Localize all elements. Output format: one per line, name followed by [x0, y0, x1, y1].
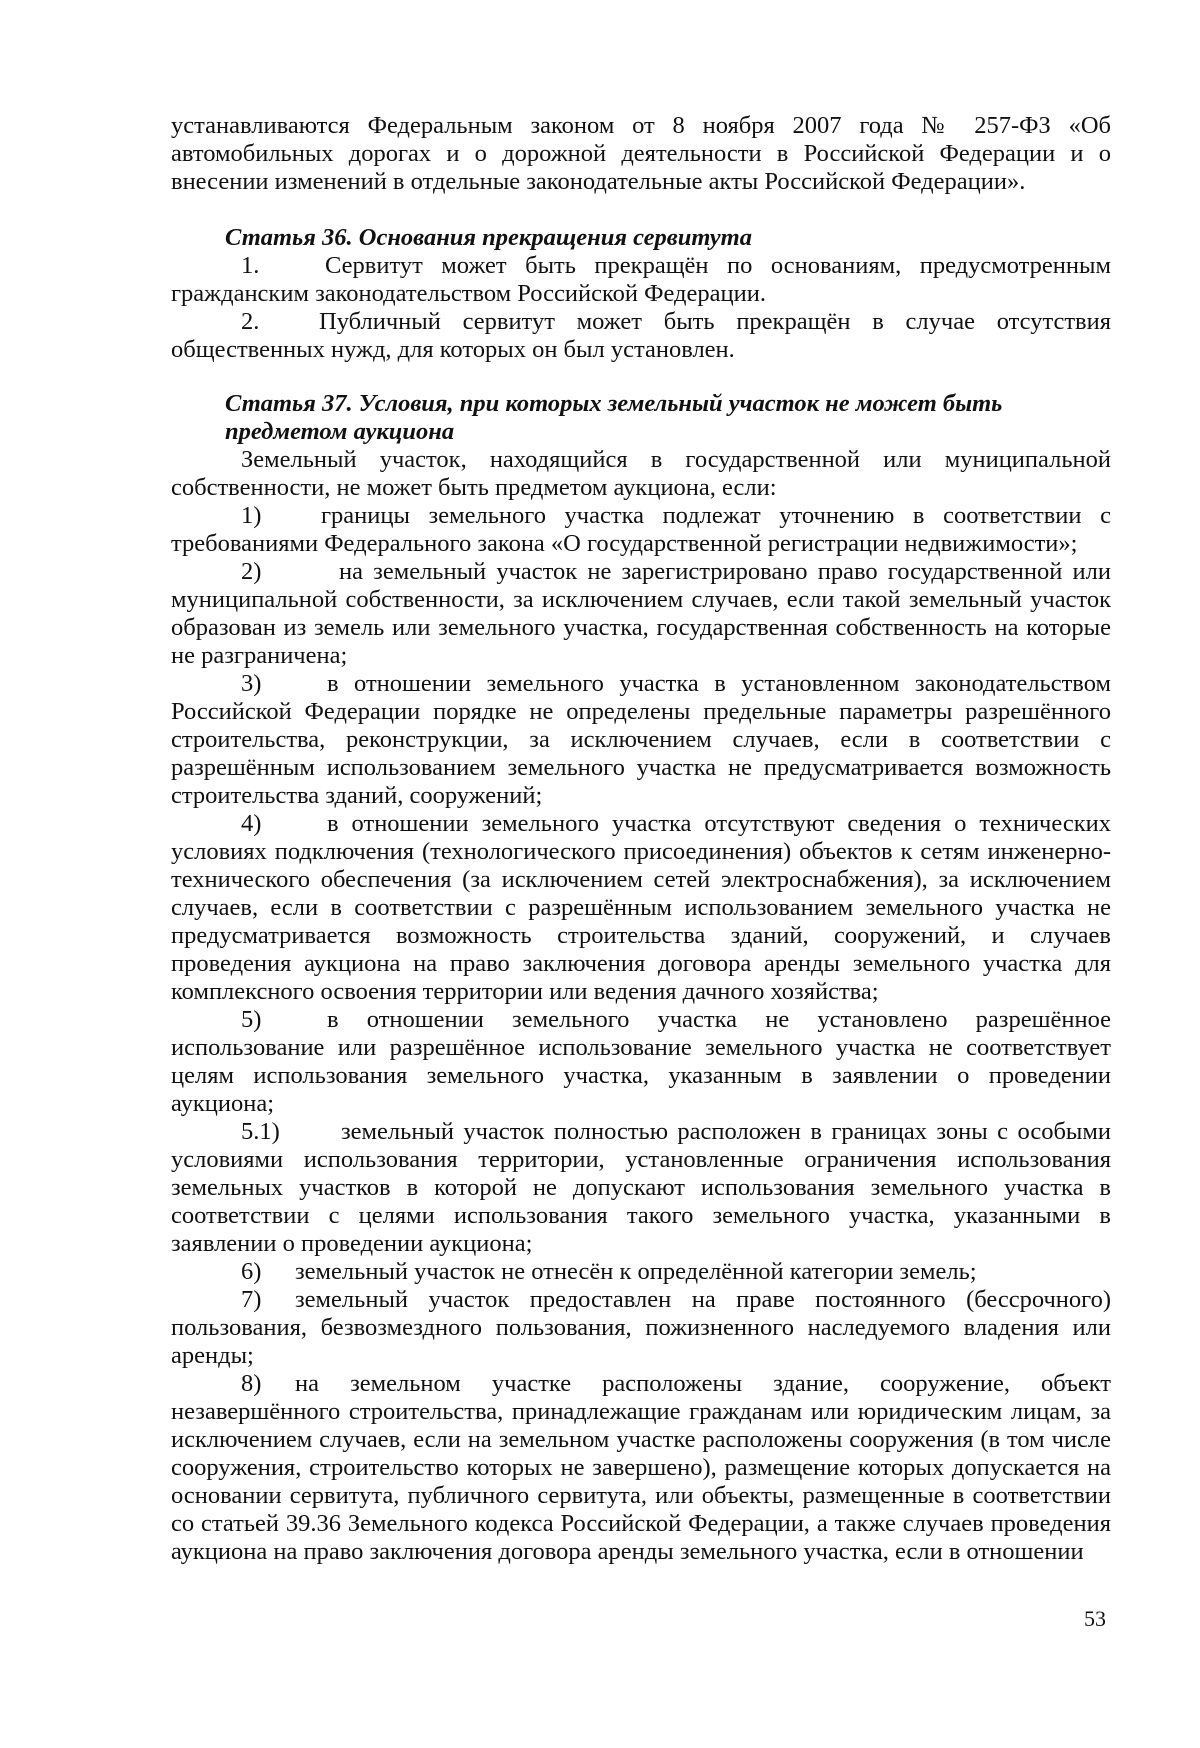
article-37-item [171, 1370, 1111, 1566]
article-37-item [171, 502, 1111, 558]
item-text: земельный участок предоставлен на праве постоянного (бессрочного) пользования, безвозмездного пользования, пожизненного наследуемого владения или аренды; [171, 1286, 1111, 1369]
article-36-item [171, 252, 1111, 308]
item-number: 2. [241, 308, 260, 335]
article-37-item [171, 670, 1111, 810]
item-text: земельный участок не отнесён к определённой категории земель; [295, 1258, 977, 1285]
article-37-item [171, 1118, 1111, 1258]
article-37-lead: Земельный участок, находящийся в государственной или муниципальной собственности, не может быть предметом аукциона, если: [171, 446, 1111, 501]
item-text: Сервитут может быть прекращён по основаниям, предусмотренным гражданским законодательством Российской Федерации. [171, 252, 1111, 307]
item-number: 6) [241, 1258, 262, 1285]
item-number: 3) [241, 670, 262, 697]
item-number: 8) [241, 1370, 262, 1397]
item-number: 1) [241, 502, 262, 529]
item-text: земельный участок полностью расположен в границах зоны с особыми условиями использования территории, установленные ограничения использования земельных участков в которой не допускают использования земельного участка в соответствии с целями использования такого земельного участка, указанными в заявлении о проведении аукциона; [171, 1118, 1111, 1257]
article-36-heading: Статья 36. Основания прекращения сервитута [225, 224, 752, 251]
article-37-item [171, 810, 1111, 1006]
document-page [171, 112, 1111, 1566]
page-number: 53 [1084, 1606, 1106, 1631]
item-text: в отношении земельного участка отсутствуют сведения о технических условиях подключения (технологического присоединения) объектов к сетям инженерно-технического обеспечения (за исключением сетей электроснабжения), за исключением случаев, если в соответствии с разрешённым использованием земельного участка не предусматривается возможность строительства зданий, сооружений, и случаев проведения аукциона на право заключения договора аренды земельного участка для комплексного освоения территории или ведения дачного хозяйства; [171, 810, 1111, 1005]
item-text: на земельном участке расположены здание, сооружение, объект незавершённого строительства, принадлежащие гражданам или юридическим лицам, за исключением случаев, если на земельном участке расположены сооружения (в том числе сооружения, строительство которых не завершено), размещение которых допускается на основании сервитута, публичного сервитута, или объекты, размещенные в соответствии со статьей 39.36 Земельного кодекса Российской Федерации, а также случаев проведения аукциона на право заключения договора аренды земельного участка, если в отношении [171, 1370, 1111, 1565]
item-number: 5.1) [241, 1118, 280, 1145]
item-text: на земельный участок не зарегистрировано право государственной или муниципальной собственности, за исключением случаев, если такой земельный участок образован из земель или земельного участка, государственная собственность на которые не разграничена; [171, 558, 1111, 669]
article-37-item [171, 1286, 1111, 1370]
article-36-item [171, 308, 1111, 364]
item-number: 1. [241, 252, 260, 279]
item-number: 7) [241, 1286, 262, 1313]
item-text: Публичный сервитут может быть прекращён в случае отсутствия общественных нужд, для которых он был установлен. [171, 308, 1111, 363]
item-number: 2) [241, 558, 262, 585]
item-text: в отношении земельного участка не установлено разрешённое использование или разрешённое использование земельного участка не соответствует целям использования земельного участка, указанным в заявлении о проведении аукциона; [171, 1006, 1111, 1117]
article-37-item [171, 558, 1111, 670]
article-37-heading: Статья 37. Условия, при которых земельный участок не может быть предметом аукциона [225, 390, 1003, 445]
intro-paragraph: устанавливаются Федеральным законом от 8 ноября 2007 года № 257-ФЗ «Об автомобильных дорогах и о дорожной деятельности в Российской Федерации и о внесении изменений в отдельные законодательные акты Российской Федерации». [171, 112, 1111, 195]
article-37-item [171, 1006, 1111, 1118]
item-text: в отношении земельного участка в установленном законодательством Российской Федерации порядке не определены предельные параметры разрешённого строительства, реконструкции, за исключением случаев, если в соответствии с разрешённым использованием земельного участка не предусматривается возможность строительства зданий, сооружений; [171, 670, 1111, 809]
item-text: границы земельного участка подлежат уточнению в соответствии с требованиями Федерального закона «О государственной регистрации недвижимости»; [171, 502, 1111, 557]
item-number: 5) [241, 1006, 262, 1033]
article-37-item [171, 1258, 1111, 1286]
item-number: 4) [241, 810, 262, 837]
